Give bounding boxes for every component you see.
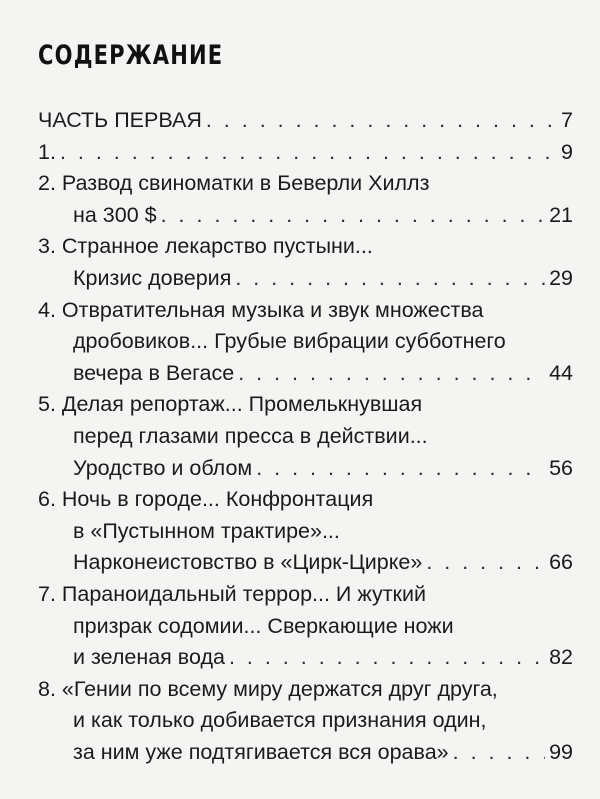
toc-entry-text: в «Пустынном трактире»... <box>73 518 340 543</box>
dot-leader <box>60 138 557 166</box>
toc-entry-text: 2. Развод свиноматки в Беверли Хиллз <box>38 171 430 196</box>
toc-page-number: 21 <box>549 202 573 227</box>
toc-entry-text: 3. Странное лекарство пустыни... <box>38 234 373 259</box>
toc-line <box>38 454 573 482</box>
toc-entry-text: 4. Отвратительная музыка и звук множества <box>38 297 484 322</box>
toc-page-number: 7 <box>561 108 573 132</box>
toc-entry-text: на 300 $ <box>73 202 157 227</box>
toc-line <box>38 106 573 134</box>
toc-entry-text: Уродство и облом <box>73 455 253 480</box>
toc-line <box>38 327 573 355</box>
toc-entry-text: призрак содомии... Сверкающие ножи <box>73 613 454 638</box>
toc-page-number: 82 <box>549 645 573 670</box>
toc-line <box>38 201 573 229</box>
toc-entry-text: 8. «Гении по всему миру держатся друг друга, <box>38 676 498 701</box>
toc-entry-text: перед глазами пресса в действии... <box>73 424 428 448</box>
dot-leader <box>426 548 545 576</box>
toc-line <box>38 612 573 640</box>
toc-page-number: 44 <box>549 360 573 385</box>
toc-page-number: 66 <box>549 550 573 575</box>
dot-leader <box>161 201 545 229</box>
toc-line <box>38 675 573 703</box>
toc-entry-text: ЧАСТЬ ПЕРВАЯ <box>38 108 202 132</box>
toc-entry-text: 1. <box>38 139 56 164</box>
toc-line <box>38 264 573 292</box>
toc-line <box>38 422 573 450</box>
toc-page-number: 9 <box>561 139 573 164</box>
toc-line <box>38 738 573 766</box>
toc-page-number: 56 <box>549 455 573 480</box>
toc-entry-text: 5. Делая репортаж... Промелькнувшая <box>38 392 423 417</box>
dot-leader <box>229 643 545 671</box>
toc-line <box>38 485 573 513</box>
toc-line <box>38 580 573 608</box>
toc-line <box>38 169 573 197</box>
dot-leader <box>256 454 545 482</box>
toc-entry-text: и зеленая вода <box>73 645 225 670</box>
toc-entry-text: вечера в Вегасе <box>73 360 235 385</box>
toc-line <box>38 232 573 260</box>
dot-leader <box>238 359 545 387</box>
toc-line <box>38 359 573 387</box>
dot-leader <box>206 106 557 134</box>
toc-page-number: 29 <box>549 266 573 290</box>
dot-leader <box>453 738 545 766</box>
dot-leader <box>235 264 545 292</box>
toc-entry-text: Кризис доверия <box>73 266 232 290</box>
toc-line <box>38 548 573 576</box>
toc-line <box>38 517 573 545</box>
toc-line <box>38 390 573 418</box>
toc-entry-text: Нарконеистовство в «Цирк-Цирке» <box>73 550 423 575</box>
toc-line <box>38 296 573 324</box>
page-title: СОДЕРЖАНИЕ <box>38 40 224 71</box>
toc-entry-text: дробовиков... Грубые вибрации субботнего <box>73 329 506 354</box>
toc-entry-text: за ним уже подтягивается вся орава» <box>73 740 449 764</box>
toc-line <box>38 706 573 734</box>
toc-line <box>38 643 573 671</box>
toc-entry-text: 6. Ночь в городе... Конфронтация <box>38 487 374 512</box>
toc-line <box>38 138 573 166</box>
toc-page-number: 99 <box>549 740 573 764</box>
toc-entry-text: и как только добивается признания один, <box>73 708 487 733</box>
toc-entry-text: 7. Параноидальный террор... И жуткий <box>38 582 426 606</box>
